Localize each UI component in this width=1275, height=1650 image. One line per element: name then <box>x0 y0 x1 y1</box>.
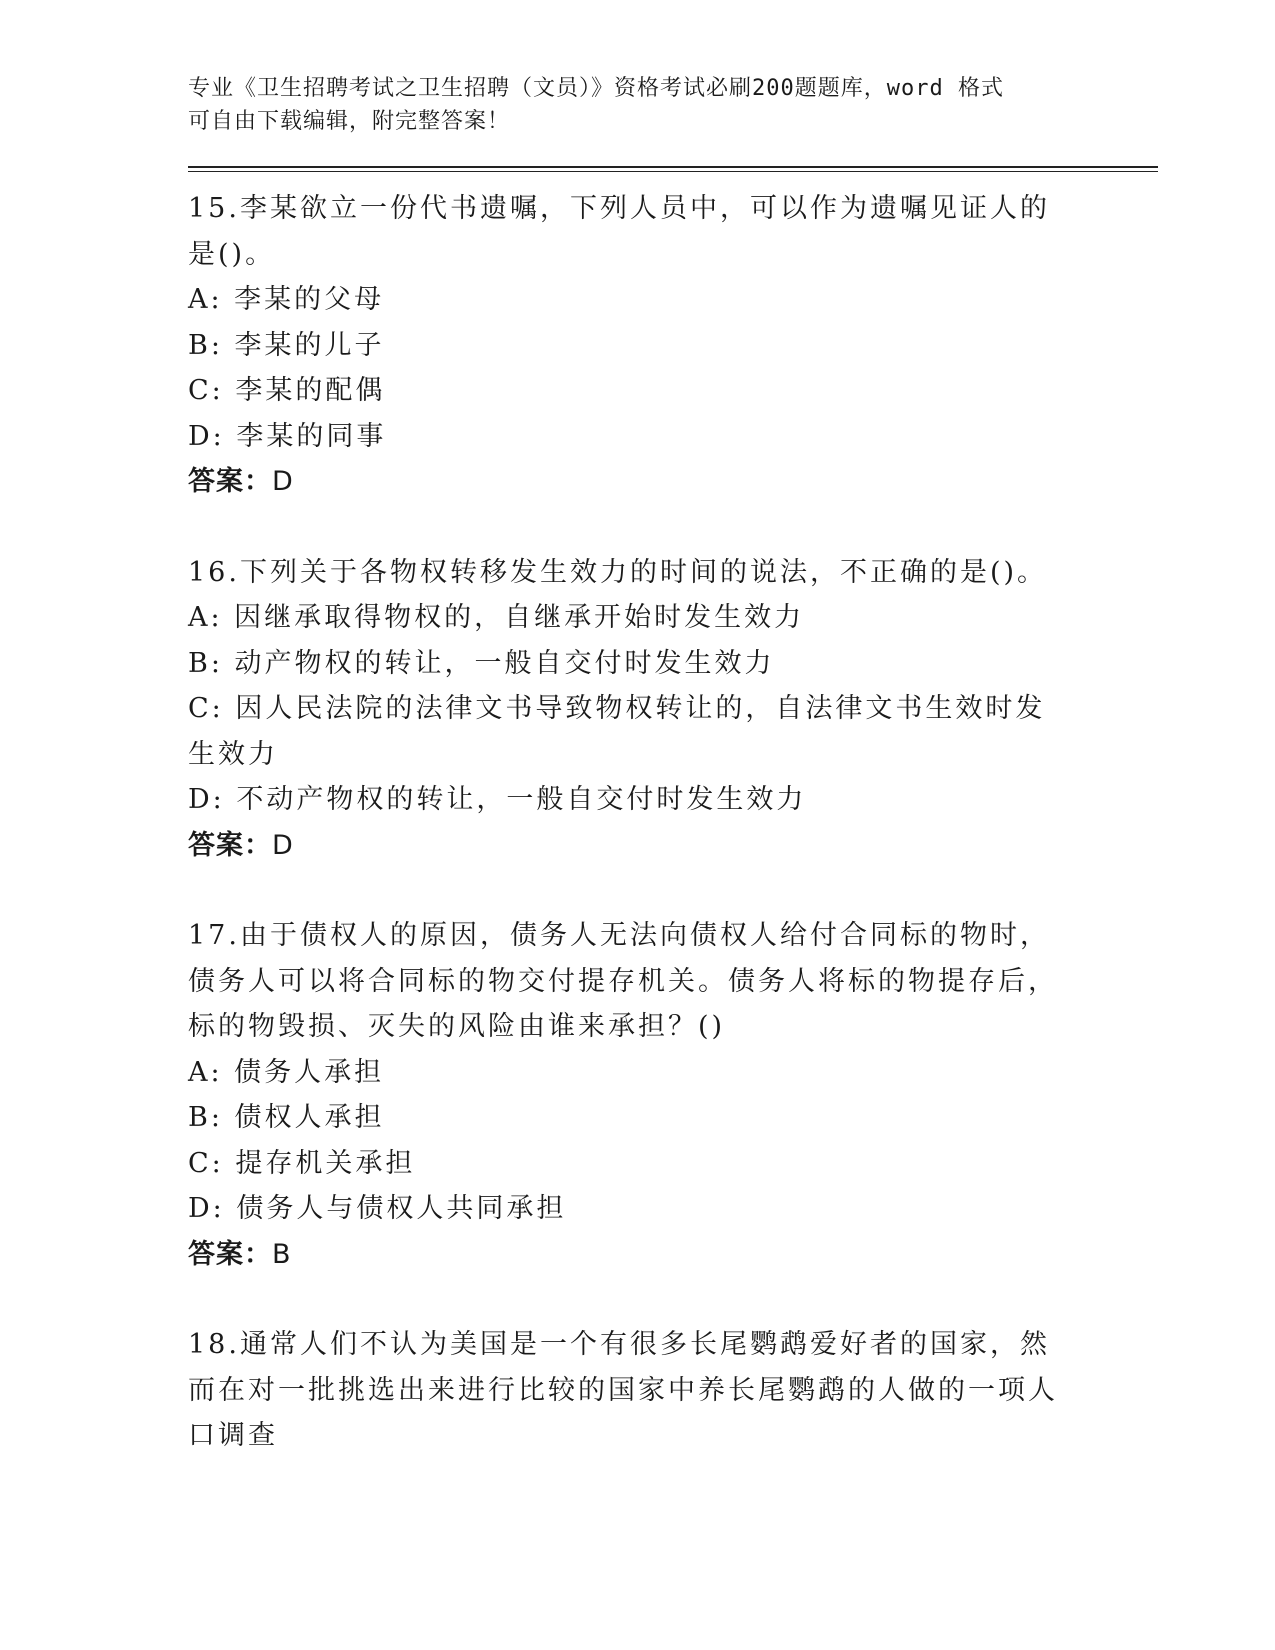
option-b: B: 债权人承担 <box>188 1102 385 1133</box>
option-d: D: 不动产物权的转让，一般自交付时发生效力 <box>188 784 807 815</box>
header-line-2: 可自由下载编辑，附完整答案！ <box>188 109 511 134</box>
document-header <box>188 72 1068 138</box>
question-text: 16.下列关于各物权转移发生效力的时间的说法，不正确的是()。 <box>188 556 1048 588</box>
question-text: 17.由于债权人的原因，债务人无法向债权人给付合同标的物时，债务人可以将合同标的物交付提存机关。债务人将标的物提存后，标的物毁损、灭失的风险由谁来承担？() <box>188 920 1058 1042</box>
answer-label: 答案： <box>188 829 272 861</box>
question-text: 18.通常人们不认为美国是一个有很多长尾鹦鹉爱好者的国家，然而在对一批挑选出来进行比较的国家中养长尾鹦鹉的人做的一项人口调查 <box>188 1329 1058 1451</box>
option-c: C: 李某的配偶 <box>188 375 386 406</box>
answer-label: 答案： <box>188 466 272 497</box>
answer-value: D <box>272 466 294 497</box>
answer-line <box>188 459 1068 505</box>
answer-line <box>188 1232 1068 1278</box>
question-16 <box>188 550 1068 869</box>
answer-value: B <box>272 1238 292 1270</box>
option-c: C: 因人民法院的法律文书导致物权转让的，自法律文书生效时发生效力 <box>188 693 1046 770</box>
answer-line <box>188 823 1068 869</box>
answer-label: 答案： <box>188 1238 272 1270</box>
option-b: B: 动产物权的转让，一般自交付时发生效力 <box>188 647 775 679</box>
question-text: 15.李某欲立一份代书遗嘱，下列人员中，可以作为遗嘱见证人的是()。 <box>188 193 1050 270</box>
document-page <box>188 72 1158 1504</box>
option-a: A: 债务人承担 <box>188 1056 385 1088</box>
option-c: C: 提存机关承担 <box>188 1147 416 1179</box>
question-15 <box>188 186 1068 505</box>
answer-value: D <box>272 829 294 861</box>
question-17 <box>188 913 1068 1277</box>
option-b: B: 李某的儿子 <box>188 329 385 361</box>
option-d: D: 李某的同事 <box>188 420 387 452</box>
option-d: D: 债务人与债权人共同承担 <box>188 1193 567 1224</box>
question-18 <box>188 1322 1068 1459</box>
question-list <box>188 186 1068 1459</box>
option-a: A: 因继承取得物权的，自继承开始时发生效力 <box>188 602 805 633</box>
option-a: A: 李某的父母 <box>188 284 385 315</box>
header-divider <box>188 166 1158 172</box>
header-line-1: 专业《卫生招聘考试之卫生招聘（文员）》资格考试必刷200题题库，word 格式 <box>188 76 1004 101</box>
